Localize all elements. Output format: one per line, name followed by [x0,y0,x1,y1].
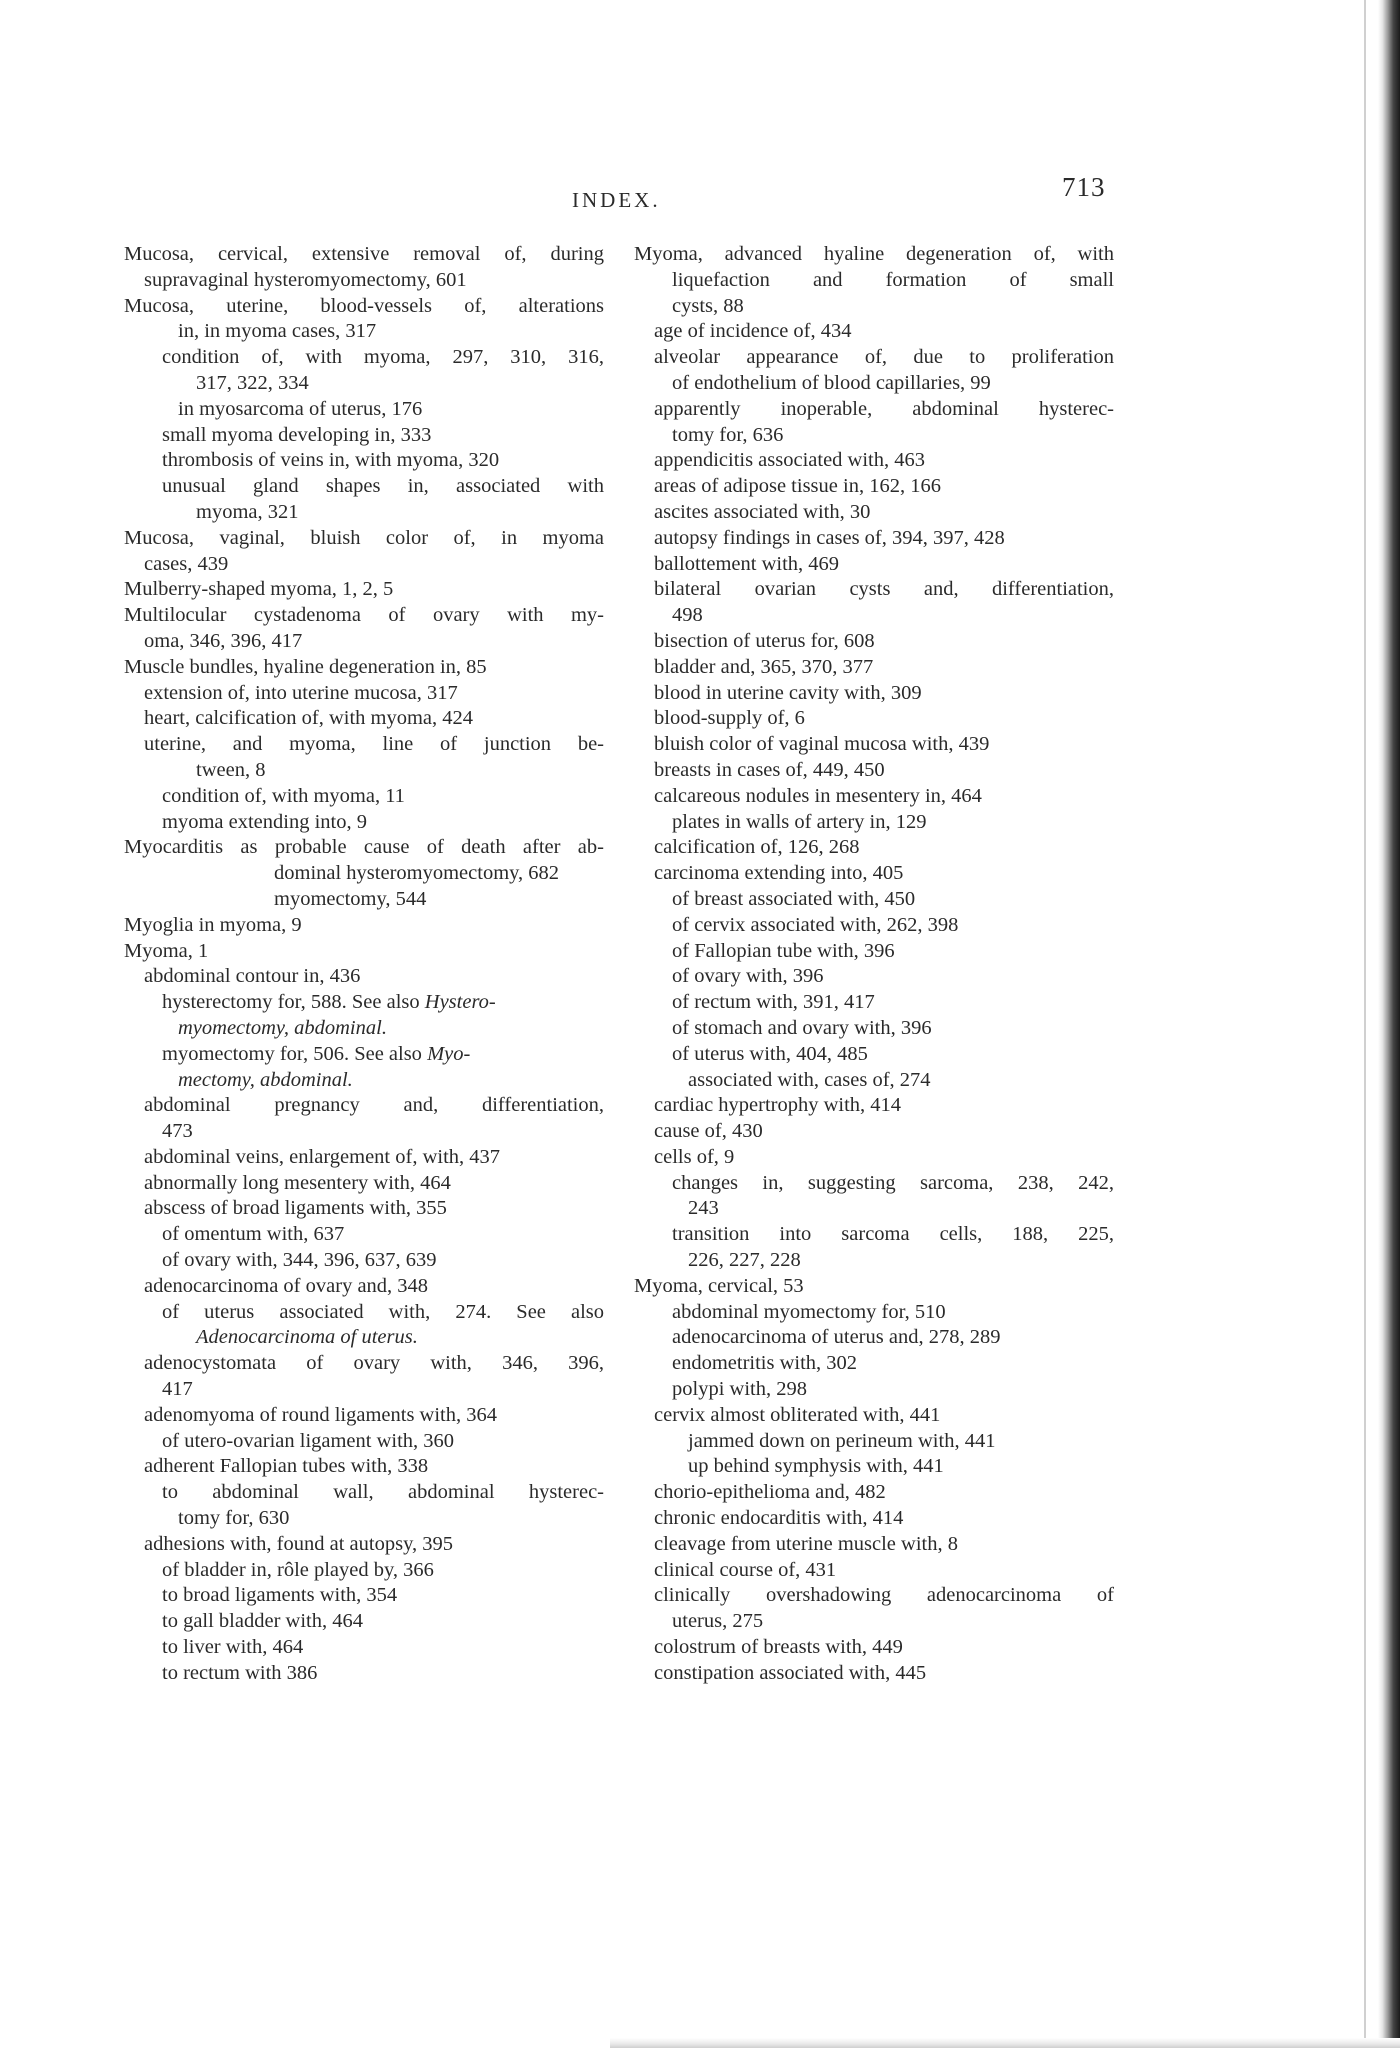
index-entry-text: of breast associated with, 450 [672,887,916,910]
index-entry-line [124,268,604,294]
index-entry-line [124,371,604,397]
page-number: 713 [1062,172,1106,202]
index-entry-text: abdominal veins, enlargement of, with, 437 [144,1145,501,1168]
page-edge-shadow [1378,0,1400,2048]
index-entry-text: apparently inoperable, abdominal hysterec- [654,397,1114,420]
index-entry-text: liquefaction and formation of small [672,268,1114,291]
index-entry-line [634,577,1114,603]
index-entry-text: of Fallopian tube with, 396 [672,939,895,962]
index-entry-text: of ovary with, 344, 396, 637, 639 [162,1249,437,1272]
index-entry-text: bluish color of vaginal mucosa with, 439 [654,733,990,756]
index-entry-text: chronic endocarditis with, 414 [654,1507,904,1530]
index-entry-text: myoma, 321 [196,500,299,523]
index-entry-text: condition of, with myoma, 297, 310, 316, [162,346,604,369]
index-entry-line [634,603,1114,629]
index-entry-line [124,1454,604,1480]
index-entry-line [634,268,1114,294]
page-gutter-line [1364,0,1366,2048]
index-entry-text: tween, 8 [196,758,266,781]
index-entry-text: blood-supply of, 6 [654,707,805,730]
index-entry-text: to liver with, 464 [162,1636,304,1659]
index-entry-line [124,577,604,603]
index-entry-text: myoma extending into, 9 [162,810,367,833]
index-entry-text: autopsy findings in cases of, 394, 397, 428 [654,526,1005,549]
index-entry-line [124,423,604,449]
index-entry-text: carcinoma extending into, 405 [654,862,904,885]
index-entry-line [634,242,1114,268]
index-entry-line [124,1222,604,1248]
index-entry-text: to rectum with 386 [162,1661,318,1684]
index-entry-text: associated with, cases of, 274 [688,1068,931,1091]
page-title: INDEX. [572,188,661,212]
index-entry-line [124,242,604,268]
index-entry-line [124,887,604,913]
index-entry-line [124,1351,604,1377]
index-entry-line [634,1635,1114,1661]
index-entry-text: cases, 439 [144,552,229,575]
index-entry-line [634,526,1114,552]
index-entry-line [124,345,604,371]
index-entry-text: 417 [162,1378,193,1401]
index-entry-text: bisection of uterus for, 608 [654,629,875,652]
index-entry-line [634,1042,1114,1068]
index-entry-text: to gall bladder with, 464 [162,1610,363,1633]
index-entry-text: Myoma, advanced hyaline degeneration of, with [634,243,1114,265]
index-entry-line [634,1506,1114,1532]
index-entry-text: colostrum of breasts with, 449 [654,1636,903,1659]
index-entry-line [124,1532,604,1558]
index-entry-text: clinical course of, 431 [654,1558,837,1581]
index-entry-line [634,913,1114,939]
index-entry-text: jammed down on perineum with, 441 [688,1429,996,1452]
index-entry-line [634,706,1114,732]
index-entry-text: cysts, 88 [672,294,744,317]
index-entry-text: adherent Fallopian tubes with, 338 [144,1455,429,1478]
index-cross-reference: mectomy, abdominal. [178,1068,353,1091]
index-entry-text: ballottement with, 469 [654,552,840,575]
index-entry-text: Muscle bundles, hyaline degeneration in, 85 [124,655,487,678]
index-entry-line [634,1325,1114,1351]
index-entry-text: thrombosis of veins in, with myoma, 320 [162,449,500,472]
index-entry-line [124,1171,604,1197]
index-entry-line [634,1429,1114,1455]
index-entry-line [124,1635,604,1661]
index-entry-line [634,1583,1114,1609]
index-entry-line [634,784,1114,810]
index-entry-line [634,887,1114,913]
index-entry-line [124,1403,604,1429]
index-entry-text: 317, 322, 334 [196,371,309,394]
index-entry-line [634,552,1114,578]
index-entry-line [124,861,604,887]
index-entry-line [634,1016,1114,1042]
index-entry-line [124,990,604,1016]
index-entry-text: tomy for, 636 [672,423,784,446]
index-entry-text: Mucosa, vaginal, bluish color of, in myoma [124,526,604,549]
index-entry-text: constipation associated with, 445 [654,1661,927,1684]
index-entry-line [124,1068,604,1094]
index-cross-reference: Myo- [427,1042,471,1065]
index-entry-line [124,603,604,629]
index-entry-line [124,706,604,732]
index-cross-reference: Adenocarcinoma of uterus. [196,1326,418,1349]
index-entry-text: 473 [162,1120,193,1143]
index-entry-line [634,423,1114,449]
index-entry-line [634,1558,1114,1584]
index-entry-line [124,964,604,990]
index-entry-text: of stomach and ovary with, 396 [672,1016,932,1039]
index-entry-line [124,1196,604,1222]
index-entry-text: cleavage from uterine muscle with, 8 [654,1532,958,1555]
index-entry-text: chorio-epithelioma and, 482 [654,1481,886,1504]
index-entry-text: of uterus with, 404, 485 [672,1042,868,1065]
index-entry-line [634,655,1114,681]
index-entry-line [124,319,604,345]
index-entry-text: calcareous nodules in mesentery in, 464 [654,784,982,807]
index-entry-line [634,629,1114,655]
index-entry-line [124,1480,604,1506]
index-entry-line [124,500,604,526]
index-entry-line [634,500,1114,526]
index-entry-text: Mucosa, cervical, extensive removal of, during [124,243,604,265]
index-entry-text: age of incidence of, 434 [654,320,852,343]
index-entry-line [634,1609,1114,1635]
index-entry-text: abscess of broad ligaments with, 355 [144,1197,447,1220]
index-entry-line [124,1093,604,1119]
index-entry-text: cells of, 9 [654,1145,735,1168]
index-entry-line [634,1351,1114,1377]
index-entry-line [634,1377,1114,1403]
index-entry-text: Myoma, cervical, 53 [634,1274,804,1297]
index-entry-line [124,1016,604,1042]
index-entry-line [124,939,604,965]
index-entry-text: abdominal contour in, 436 [144,965,361,988]
index-entry-line [634,1171,1114,1197]
index-entry-line [124,1042,604,1068]
index-entry-line [634,397,1114,423]
index-entry-line [124,1558,604,1584]
index-entry-line [124,835,604,861]
index-entry-line [124,1377,604,1403]
index-entry-text: condition of, with myoma, 11 [162,784,405,807]
index-entry-line [634,1532,1114,1558]
index-entry-line [124,1274,604,1300]
index-entry-line [124,1661,604,1687]
index-entry-text: abnormally long mesentery with, 464 [144,1171,451,1194]
index-entry-text: calcification of, 126, 268 [654,836,860,859]
index-entry-line [634,1068,1114,1094]
index-entry-text: myomectomy for, 506. See also [162,1042,428,1065]
index-entry-text: endometritis with, 302 [672,1352,858,1375]
index-entry-line [124,294,604,320]
index-entry-text: of endothelium of blood capillaries, 99 [672,371,991,394]
index-entry-line [124,1300,604,1326]
index-entry-text: transition into sarcoma cells, 188, 225, [672,1223,1114,1246]
index-entry-text: abdominal myomectomy for, 510 [672,1300,946,1323]
index-entry-text: small myoma developing in, 333 [162,423,432,446]
index-entry-text: polypi with, 298 [672,1378,807,1401]
index-entry-text: in myosarcoma of uterus, 176 [178,397,423,420]
index-entry-line [124,1145,604,1171]
index-entry-text: tomy for, 630 [178,1507,290,1530]
index-entry-text: of utero-ovarian ligament with, 360 [162,1429,455,1452]
index-entry-line [124,474,604,500]
index-entry-line [124,1325,604,1351]
index-entry-line [124,397,604,423]
index-entry-line [634,1248,1114,1274]
index-entry-text: bladder and, 365, 370, 377 [654,655,874,678]
index-entry-text: Multilocular cystadenoma of ovary with my- [124,604,604,627]
index-entry-text: ascites associated with, 30 [654,500,871,523]
index-entry-line [634,1119,1114,1145]
page-bottom-edge [610,2038,1400,2048]
index-entry-line [124,526,604,552]
index-entry-text: adhesions with, found at autopsy, 395 [144,1532,453,1555]
index-entry-line [124,629,604,655]
index-entry-text: blood in uterine cavity with, 309 [654,681,922,704]
index-entry-text: of ovary with, 396 [672,965,824,988]
index-entry-line [634,732,1114,758]
index-entry-line [124,810,604,836]
index-entry-text: alveolar appearance of, due to proliferation [654,346,1114,369]
index-entry-line [634,474,1114,500]
index-entry-text: breasts in cases of, 449, 450 [654,758,885,781]
index-entry-text: to broad ligaments with, 354 [162,1584,398,1607]
index-entry-line [634,345,1114,371]
index-entry-text: cause of, 430 [654,1120,763,1143]
index-entry-line [634,319,1114,345]
index-entry-text: myomectomy, 544 [274,887,427,910]
index-entry-line [634,758,1114,784]
index-entry-text: adenomyoma of round ligaments with, 364 [144,1403,497,1426]
index-entry-text: oma, 346, 396, 417 [144,629,303,652]
index-entry-text: clinically overshadowing adenocarcinoma of [654,1584,1114,1607]
index-entry-text: changes in, suggesting sarcoma, 238, 242, [672,1171,1114,1194]
index-entry-line [634,964,1114,990]
index-entry-text: of bladder in, rôle played by, 366 [162,1558,434,1581]
index-entry-text: adenocystomata of ovary with, 346, 396, [144,1352,604,1375]
index-entry-line [634,1196,1114,1222]
index-entry-line [124,655,604,681]
index-entry-line [634,835,1114,861]
index-entry-line [124,552,604,578]
index-entry-line [124,784,604,810]
index-entry-text: abdominal pregnancy and, differentiation, [144,1094,604,1117]
index-entry-line [634,448,1114,474]
index-entry-line [634,1661,1114,1687]
index-entry-line [124,732,604,758]
index-entry-line [124,1429,604,1455]
index-entry-line [124,1119,604,1145]
index-entry-text: uterus, 275 [672,1610,764,1633]
index-entry-text: of omentum with, 637 [162,1223,345,1246]
index-entry-text: Mulberry-shaped myoma, 1, 2, 5 [124,578,394,601]
index-column-right [634,242,1114,1687]
index-entry-line [634,1454,1114,1480]
index-entry-text: cardiac hypertrophy with, 414 [654,1094,902,1117]
index-entry-text: cervix almost obliterated with, 441 [654,1403,941,1426]
index-column-left [124,242,604,1687]
index-entry-text: in, in myoma cases, 317 [178,320,377,343]
index-entry-text: of uterus associated with, 274. See also [162,1300,604,1323]
index-entry-text: adenocarcinoma of ovary and, 348 [144,1274,429,1297]
index-entry-line [634,371,1114,397]
index-entry-text: 226, 227, 228 [688,1249,801,1272]
index-entry-text: uterine, and myoma, line of junction be- [144,733,604,756]
index-cross-reference: myomectomy, abdominal. [178,1016,387,1039]
index-entry-line [634,1145,1114,1171]
index-entry-text: of cervix associated with, 262, 398 [672,913,959,936]
index-cross-reference: Hystero- [424,991,496,1014]
index-entry-line [124,913,604,939]
index-entry-line [634,681,1114,707]
index-entry-text: Myocarditis as probable cause of death after ab- [124,836,604,859]
index-entry-text: hysterectomy for, 588. See also [162,991,425,1014]
index-entry-line [124,1248,604,1274]
index-entry-line [634,939,1114,965]
index-entry-text: unusual gland shapes in, associated with [162,475,604,498]
index-entry-line [634,1300,1114,1326]
index-entry-line [634,1480,1114,1506]
index-entry-text: Myoma, 1 [124,939,209,962]
index-entry-text: of rectum with, 391, 417 [672,991,875,1014]
index-entry-line [634,861,1114,887]
index-entry-line [124,1609,604,1635]
index-entry-text: areas of adipose tissue in, 162, 166 [654,475,941,498]
index-entry-line [634,990,1114,1016]
index-entry-text: adenocarcinoma of uterus and, 278, 289 [672,1326,1001,1349]
index-entry-text: extension of, into uterine mucosa, 317 [144,681,458,704]
index-entry-line [634,294,1114,320]
index-entry-text: bilateral ovarian cysts and, differentiation, [654,578,1114,601]
index-entry-line [124,681,604,707]
index-entry-line [124,758,604,784]
index-entry-text: plates in walls of artery in, 129 [672,810,927,833]
index-entry-text: 243 [688,1197,719,1220]
index-entry-text: heart, calcification of, with myoma, 424 [144,707,474,730]
index-entry-line [124,448,604,474]
index-entry-text: appendicitis associated with, 463 [654,449,925,472]
index-entry-line [124,1506,604,1532]
index-entry-text: Mucosa, uterine, blood-vessels of, alterations [124,294,604,317]
index-entry-line [634,1093,1114,1119]
index-entry-text: supravaginal hysteromyomectomy, 601 [144,268,467,291]
index-entry-text: to abdominal wall, abdominal hysterec- [162,1481,604,1504]
index-entry-text: Myoglia in myoma, 9 [124,913,302,936]
index-entry-line [634,1222,1114,1248]
index-entry-line [634,1274,1114,1300]
index-entry-text: 498 [672,604,703,627]
index-entry-line [634,810,1114,836]
index-entry-text: up behind symphysis with, 441 [688,1455,944,1478]
index-entry-line [634,1403,1114,1429]
index-entry-line [124,1583,604,1609]
index-entry-text: dominal hysteromyomectomy, 682 [274,862,560,885]
